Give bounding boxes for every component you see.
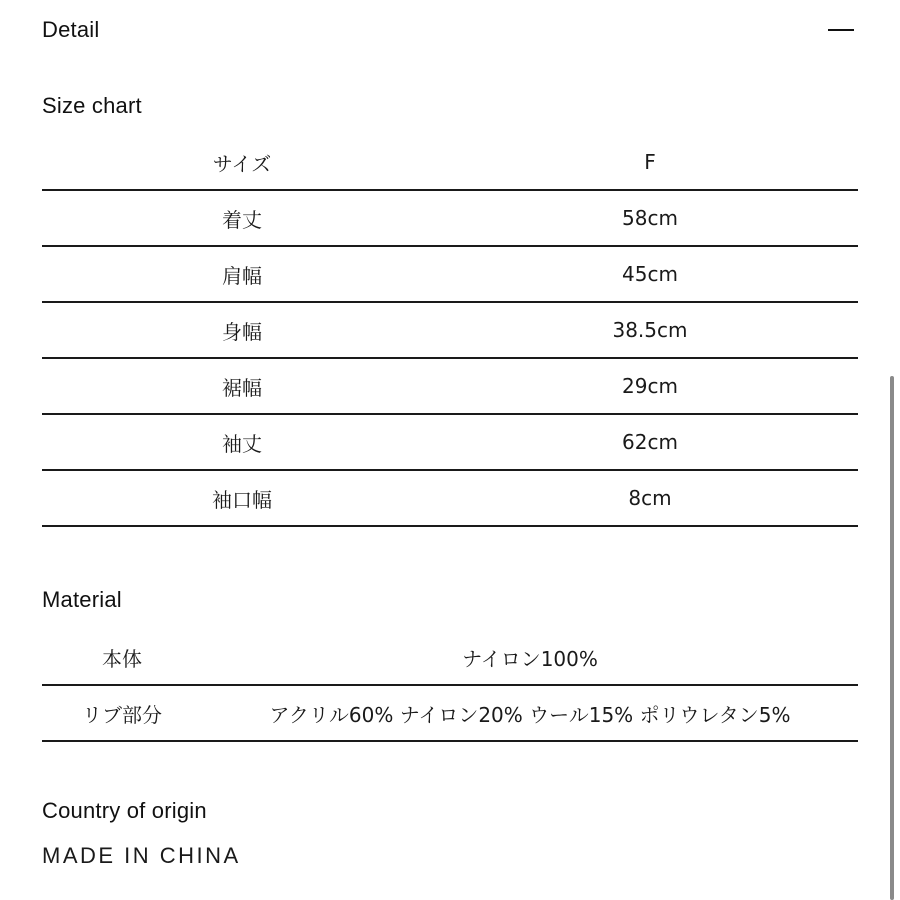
size-header-row <box>42 135 858 190</box>
table-row <box>42 302 858 358</box>
material-row-value: アクリル60% ナイロン20% ウール15% ポリウレタン5% <box>202 685 858 741</box>
origin-title: Country of origin <box>42 798 207 823</box>
size-header-label: サイズ <box>42 135 442 190</box>
material-row-label: 本体 <box>42 630 202 685</box>
table-row <box>42 685 858 741</box>
size-row-value: 8cm <box>442 470 858 526</box>
size-row-label: 身幅 <box>42 302 442 358</box>
size-row-value: 29cm <box>442 358 858 414</box>
size-row-label: 裾幅 <box>42 358 442 414</box>
table-row <box>42 190 858 246</box>
table-row <box>42 470 858 526</box>
size-row-value: 62cm <box>442 414 858 470</box>
table-row <box>42 630 858 685</box>
size-row-value: 45cm <box>442 246 858 302</box>
material-table <box>42 630 858 742</box>
scrollbar-thumb[interactable] <box>890 376 894 900</box>
size-row-label: 袖口幅 <box>42 470 442 526</box>
size-row-value: 38.5cm <box>442 302 858 358</box>
material-row-value: ナイロン100% <box>202 630 858 685</box>
size-row-label: 着丈 <box>42 190 442 246</box>
scrollbar[interactable] <box>890 376 894 900</box>
minus-icon[interactable] <box>828 29 854 31</box>
size-header-value: F <box>442 135 858 190</box>
detail-header[interactable] <box>42 14 858 46</box>
size-row-label: 肩幅 <box>42 246 442 302</box>
size-chart-title: Size chart <box>42 93 142 118</box>
size-row-value: 58cm <box>442 190 858 246</box>
material-title: Material <box>42 587 122 612</box>
material-row-label: リブ部分 <box>42 685 202 741</box>
table-row <box>42 246 858 302</box>
size-row-label: 袖丈 <box>42 414 442 470</box>
table-row <box>42 358 858 414</box>
origin-value: MADE IN CHINA <box>42 843 241 868</box>
detail-title: Detail <box>42 17 100 42</box>
table-row <box>42 414 858 470</box>
size-chart-table <box>42 135 858 527</box>
